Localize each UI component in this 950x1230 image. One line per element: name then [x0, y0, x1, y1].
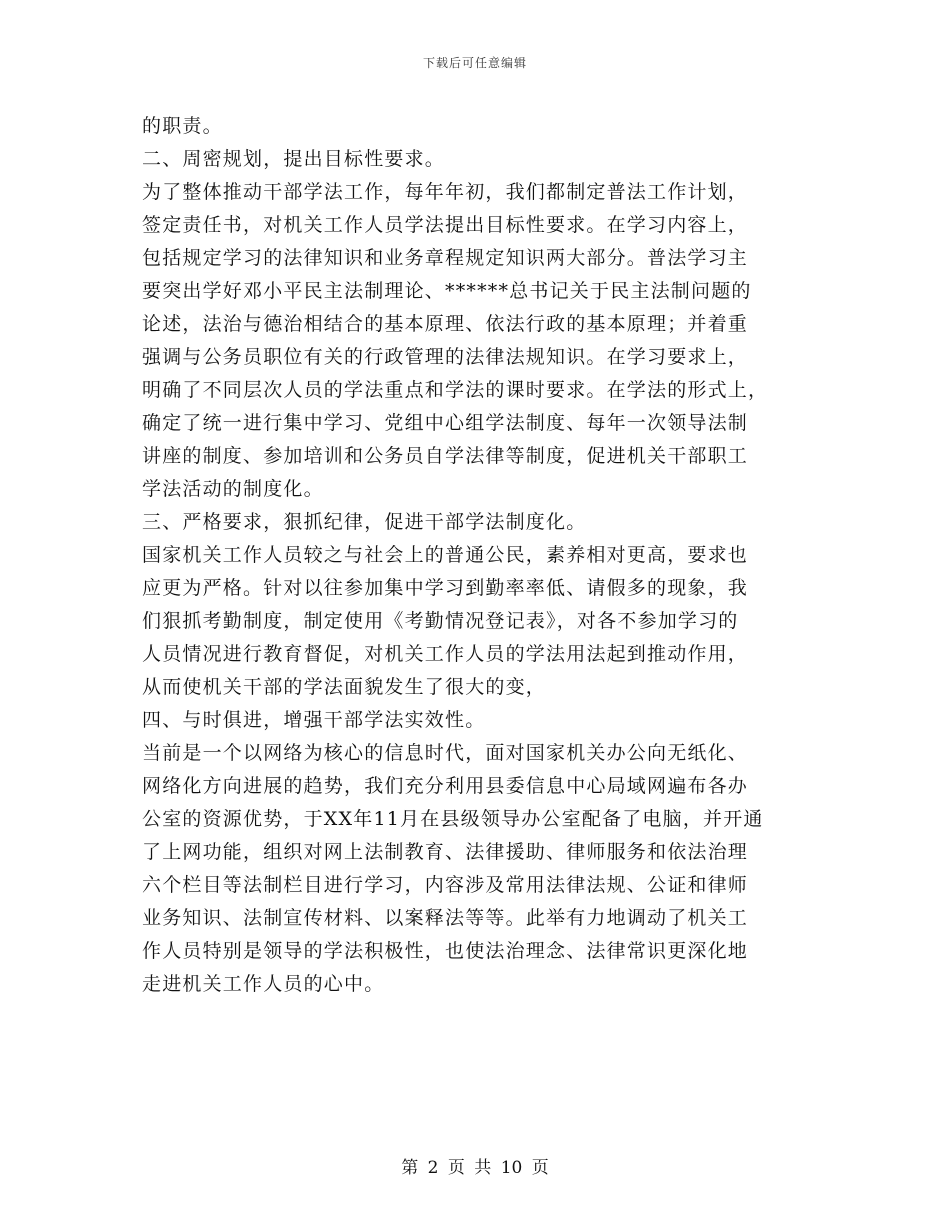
body-line: 讲座的制度、参加培训和公务员自学法律等制度，促进机关干部职工 [142, 445, 749, 467]
section-heading: 二、周密规划，提出目标性要求。 [142, 148, 446, 170]
body-line: 签定责任书，对机关工作人员学法提出目标性要求。在学习内容上， [142, 214, 749, 236]
body-line: 走进机关工作人员的心中。 [142, 973, 385, 995]
body-line: 应更为严格。针对以往参加集中学习到勤率率低、请假多的现象，我 [142, 577, 749, 599]
body-line: 要突出学好邓小平民主法制理论、******总书记关于民主法制问题的 [142, 280, 752, 302]
body-line: 从而使机关干部的学法面貌发生了很大的变， [142, 676, 547, 698]
body-line: 学法活动的制度化。 [142, 478, 324, 500]
body-line: 强调与公务员职位有关的行政管理的法律法规知识。在学习要求上， [142, 346, 749, 368]
body-line: 网络化方向进展的趋势，我们充分利用县委信息中心局域网遍布各办 [142, 775, 749, 797]
body-line: 的职责。 [142, 115, 223, 137]
page-header: 下载后可任意编辑 [422, 56, 527, 70]
body-line: 为了整体推动干部学法工作，每年年初，我们都制定普法工作计划， [142, 181, 749, 203]
section-heading: 三、严格要求，狠抓纪律，促进干部学法制度化。 [142, 511, 587, 533]
body-line: 作人员特别是领导的学法积极性，也使法治理念、法律常识更深化地 [142, 940, 749, 962]
body-line: 业务知识、法制宣传材料、以案释法等等。此举有力地调动了机关工 [142, 907, 749, 929]
body-line: 论述，法治与德治相结合的基本原理、依法行政的基本原理；并着重 [142, 313, 749, 335]
body-line: 明确了不同层次人员的学法重点和学法的课时要求。在学法的形式上， [142, 379, 769, 401]
body-line: 了上网功能，组织对网上法制教育、法律援助、律师服务和依法治理 [142, 841, 749, 863]
document-body [142, 110, 812, 1001]
body-line: 公室的资源优势，于XX年11月在县级领导办公室配备了电脑，并开通 [142, 808, 764, 830]
body-line: 们狠抓考勤制度，制定使用《考勤情况登记表》，对各不参加学习的 [142, 610, 739, 632]
body-line: 当前是一个以网络为核心的信息时代，面对国家机关办公向无纸化、 [142, 742, 749, 764]
body-line: 人员情况进行教育督促，对机关工作人员的学法用法起到推动作用， [142, 643, 749, 665]
body-line: 六个栏目等法制栏目进行学习，内容涉及常用法律法规、公证和律师 [142, 874, 749, 896]
section-heading: 四、与时俱进，增强干部学法实效性。 [142, 709, 486, 731]
body-line: 国家机关工作人员较之与社会上的普通公民，素养相对更高，要求也 [142, 544, 749, 566]
body-line: 包括规定学习的法律知识和业务章程规定知识两大部分。普法学习主 [142, 247, 749, 269]
page-number-footer: 第 2 页 共 10 页 [401, 1158, 549, 1178]
body-line: 确定了统一进行集中学习、党组中心组学法制度、每年一次领导法制 [142, 412, 749, 434]
